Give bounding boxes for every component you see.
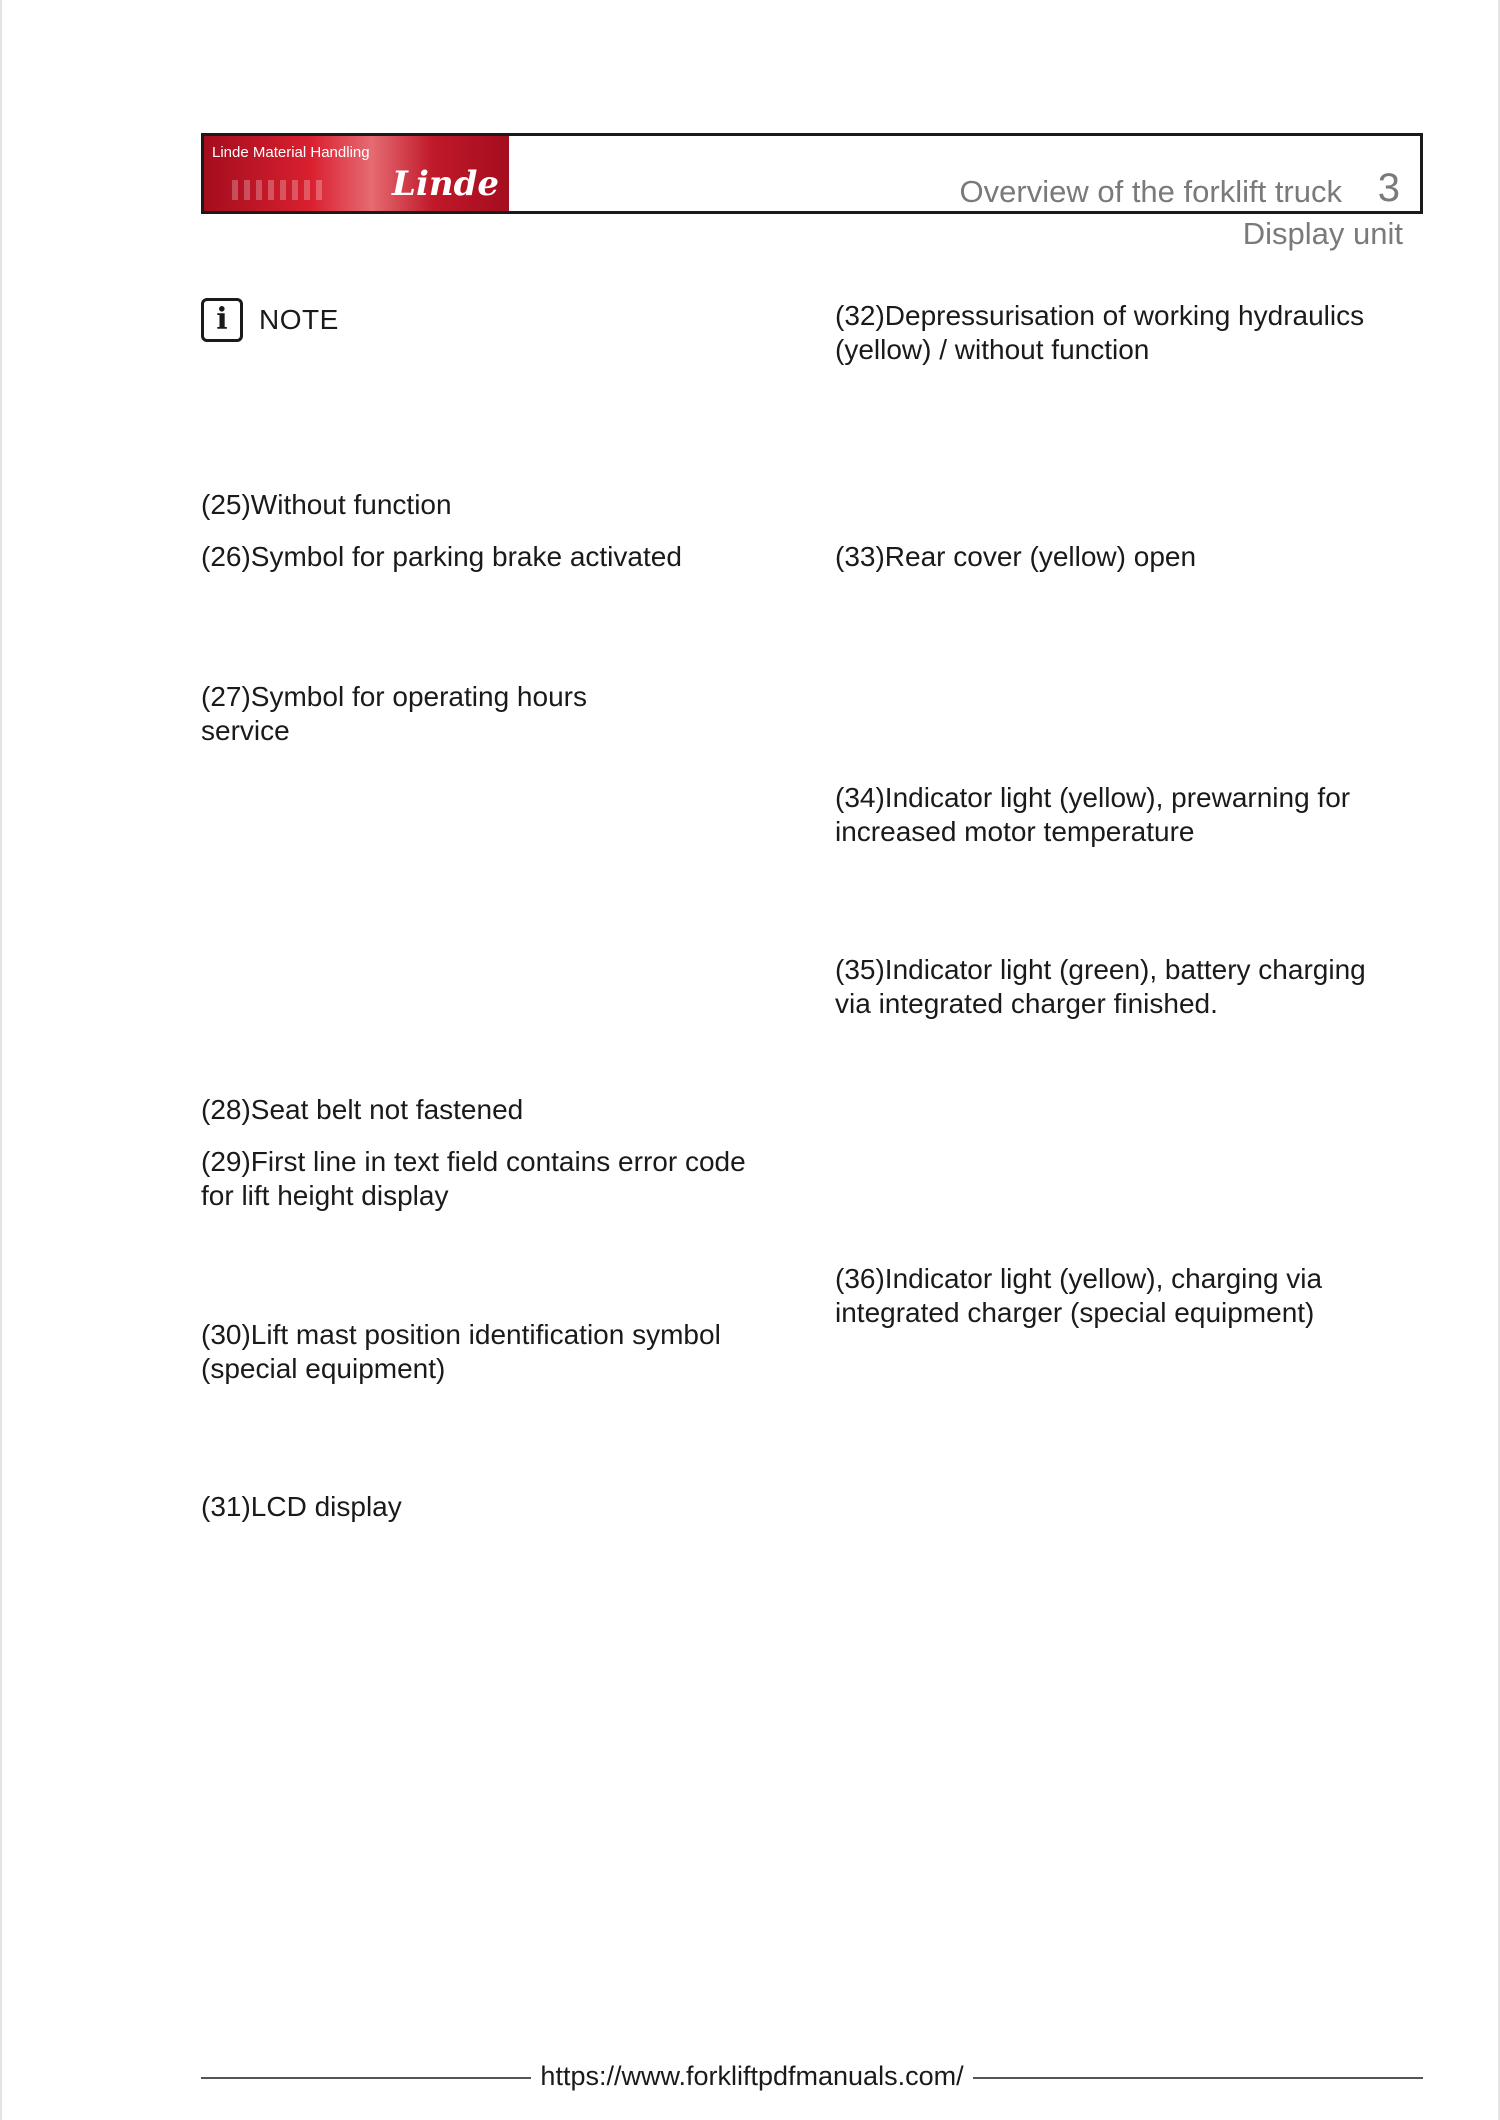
list-item-29: (29)First line in text field contains error code for lift height display <box>201 1146 746 1211</box>
list-item-35: (35)Indicator light (green), battery charging via integrated charger finished. <box>835 954 1366 1019</box>
list-item-30: (30)Lift mast position identification symbol (special equipment) <box>201 1319 721 1384</box>
linde-logo <box>204 136 509 211</box>
list-item-33: (33)Rear cover (yellow) open <box>835 541 1197 572</box>
list-item-25: (25)Without function <box>201 489 452 520</box>
list-item-26: (26)Symbol for parking brake activated <box>201 541 682 572</box>
list-item-32: (32)Depressurisation of working hydraulics (yellow) / without function <box>835 300 1365 365</box>
header-title: Overview of the forklift truck <box>959 174 1342 209</box>
list-item-36: (36)Indicator light (yellow), charging via integrated charger (special equipment) <box>835 1263 1323 1328</box>
info-icon: i <box>201 298 243 342</box>
footer-rule-left <box>201 2077 531 2079</box>
list-item-34: (34)Indicator light (yellow), prewarning for increased motor temperature <box>835 782 1351 847</box>
logo-stripes <box>232 180 322 200</box>
list-item-31: (31)LCD display <box>201 1491 402 1522</box>
footer-url-link[interactable]: https://www.forkliftpdfmanuals.com/ <box>540 2061 964 2091</box>
note-block <box>201 298 339 342</box>
chapter-number: 3 <box>1377 166 1400 210</box>
logo-brand: Linde <box>392 164 499 204</box>
note-label: NOTE <box>259 304 339 335</box>
section-subtitle: Display unit <box>1242 216 1403 251</box>
footer-rule-right <box>973 2077 1423 2079</box>
page-edge-left <box>0 0 2 2120</box>
logo-small-text: Linde Material Handling <box>212 144 370 161</box>
list-item-28: (28)Seat belt not fastened <box>201 1094 524 1125</box>
list-item-27: (27)Symbol for operating hours service <box>201 681 587 746</box>
page-header <box>201 133 1423 214</box>
